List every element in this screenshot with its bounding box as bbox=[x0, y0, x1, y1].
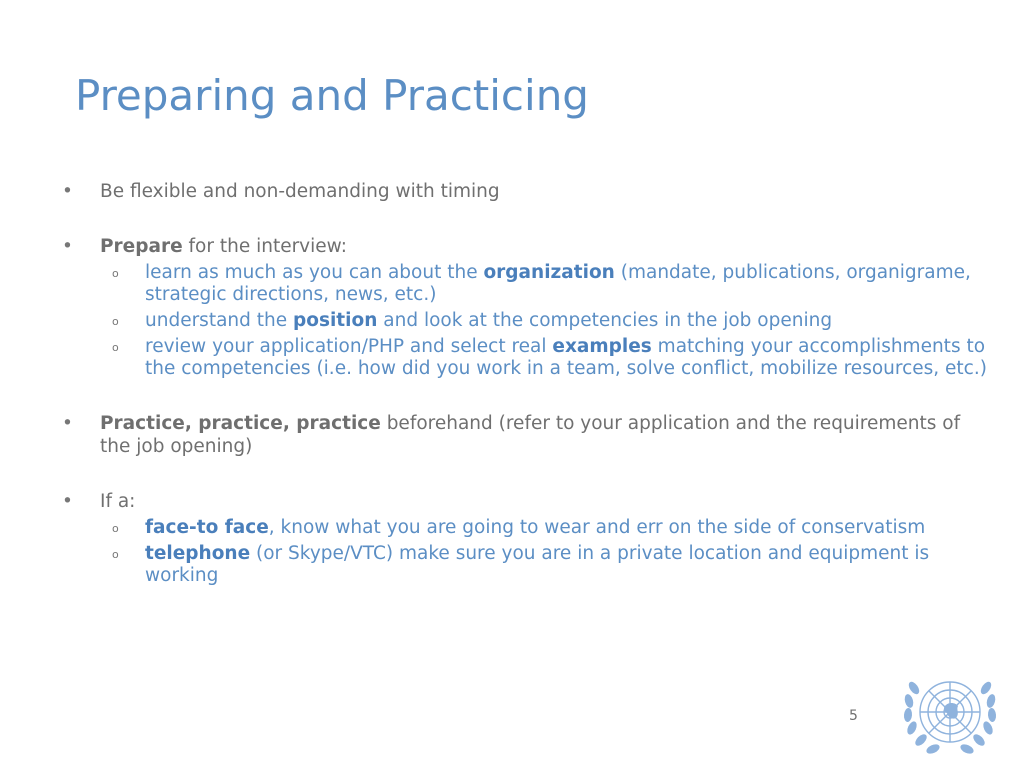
sub-bullet-item bbox=[60, 262, 990, 306]
bullet-marker: • bbox=[62, 181, 73, 202]
sub-bullet-text: and look at the competencies in the job opening bbox=[377, 310, 833, 331]
bullet-text: for the interview: bbox=[182, 236, 348, 257]
sub-bullet-marker: o bbox=[112, 315, 119, 328]
sub-bullet-text: , know what you are going to wear and err on the side of conservatism bbox=[268, 517, 926, 538]
bullet-marker: • bbox=[62, 236, 73, 257]
bullet-text: beforehand (refer to your application and the requirements of the job opening) bbox=[100, 413, 961, 457]
sub-bullet-text: (or Skype/VTC) make sure you are in a private location and equipment is working bbox=[145, 543, 930, 586]
sub-bullet-bold-text: position bbox=[293, 310, 378, 331]
sub-bullet-text: review your application/PHP and select real bbox=[145, 336, 553, 357]
sub-bullet-text: understand the bbox=[145, 310, 293, 331]
page-number: 5 bbox=[849, 708, 858, 724]
bullet-item bbox=[60, 235, 990, 258]
sub-bullet-marker: o bbox=[112, 341, 119, 354]
sub-bullet-item bbox=[60, 517, 990, 539]
bullet-bold-text: Practice, practice, practice bbox=[100, 413, 381, 434]
bullet-item bbox=[60, 180, 990, 203]
sub-bullet-bold-text: face-to face bbox=[145, 517, 269, 538]
bullet-text: Be flexible and non-demanding with timing bbox=[100, 181, 500, 202]
sub-bullet-marker: o bbox=[112, 267, 119, 280]
sub-bullet-item bbox=[60, 310, 990, 332]
sub-bullet-text: learn as much as you can about the bbox=[145, 262, 484, 283]
sub-bullet-item bbox=[60, 543, 990, 587]
bullet-marker: • bbox=[62, 491, 73, 512]
bullet-marker: • bbox=[62, 413, 73, 434]
sub-bullet-bold-text: organization bbox=[483, 262, 615, 283]
sub-bullet-text: matching your accomplishments to the competencies (i.e. how did you work in a team, solve conflict, mobilize resources, etc.) bbox=[145, 336, 987, 379]
sub-bullet-bold-text: telephone bbox=[145, 543, 251, 564]
un-emblem-icon bbox=[900, 668, 1000, 758]
bullet-bold-text: Prepare bbox=[100, 236, 183, 257]
bullet-item bbox=[60, 490, 990, 513]
slide-content bbox=[60, 180, 990, 587]
sub-bullet-text: (mandate, publications, organigrame, strategic directions, news, etc.) bbox=[145, 262, 971, 305]
sub-bullet-bold-text: examples bbox=[552, 336, 652, 357]
sub-bullet-item bbox=[60, 336, 990, 380]
bullet-item bbox=[60, 412, 990, 458]
bullet-text: If a: bbox=[100, 491, 136, 512]
slide-title: Preparing and Practicing bbox=[75, 71, 589, 120]
sub-bullet-marker: o bbox=[112, 522, 119, 535]
sub-bullet-marker: o bbox=[112, 548, 119, 561]
